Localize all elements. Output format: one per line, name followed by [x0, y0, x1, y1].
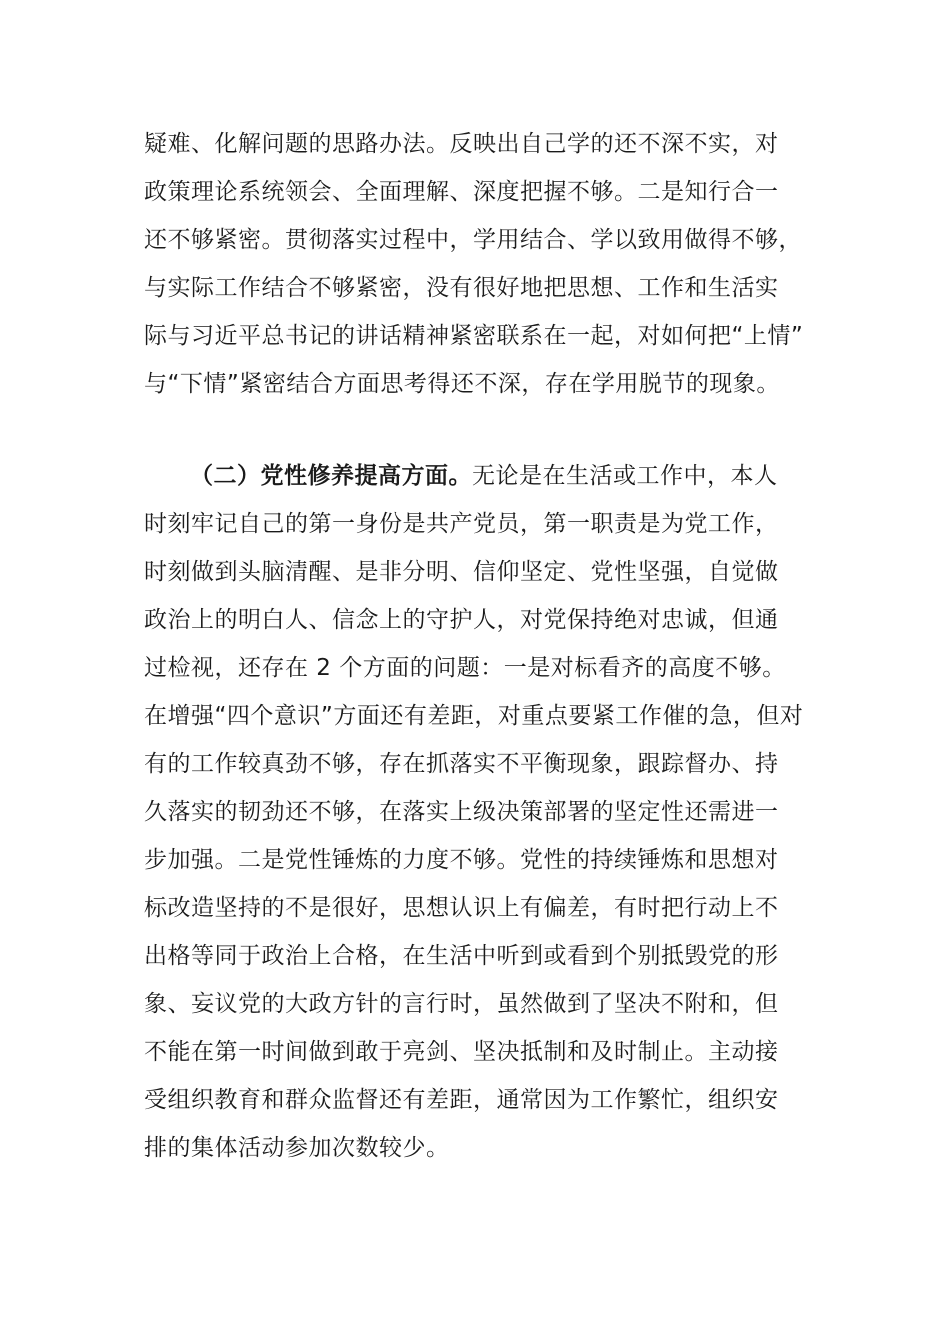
paragraph-line: 时刻牢记自己的第一身份是共产党员，第一职责是为党工作， [144, 511, 779, 537]
paragraph-line: 与实际工作结合不够紧密，没有很好地把思想、工作和生活实 [144, 275, 779, 301]
section-heading: （二）党性修养提高方面。 [190, 463, 472, 489]
paragraph-1 [144, 128, 808, 416]
paragraph-line: 政策理论系统领会、全面理解、深度把握不够。二是知行合一 [144, 179, 779, 205]
document-body [144, 128, 808, 1180]
paragraph-line: 排的集体活动参加次数较少。 [144, 1135, 450, 1161]
paragraph-line: 出格等同于政治上合格，在生活中听到或看到个别抵毁党的形 [144, 943, 779, 969]
paragraph-line: 受组织教育和群众监督还有差距，通常因为工作繁忙，组织安 [144, 1087, 779, 1113]
paragraph-line: 有的工作较真劲不够，存在抓落实不平衡现象，跟踪督办、持 [144, 751, 779, 777]
paragraph-line: 象、妄议党的大政方针的言行时，虽然做到了坚决不附和，但 [144, 991, 779, 1017]
paragraph-spacer [144, 416, 808, 460]
paragraph-line: 不能在第一时间做到敢于亮剑、坚决抵制和及时制止。主动接 [144, 1039, 779, 1065]
paragraph-line: 还不够紧密。贯彻落实过程中，学用结合、学以致用做得不够， [144, 227, 802, 253]
paragraph-first-line [144, 460, 808, 508]
paragraph-text: 无论是在生活或工作中，本人 [472, 463, 778, 489]
paragraph-line: 与“下情”紧密结合方面思考得还不深，存在学用脱节的现象。 [144, 371, 780, 397]
paragraph-line: 过检视，还存在 2 个方面的问题：一是对标看齐的高度不够。 [144, 655, 786, 681]
paragraph-line: 时刻做到头脑清醒、是非分明、信仰坚定、党性坚强，自觉做 [144, 559, 779, 585]
paragraph-line: 在增强“四个意识”方面还有差距，对重点要紧工作催的急，但对 [144, 703, 804, 729]
paragraph-line: 疑难、化解问题的思路办法。反映出自己学的还不深不实，对 [144, 131, 779, 157]
paragraph-2 [144, 460, 808, 1180]
paragraph-line: 标改造坚持的不是很好，思想认识上有偏差，有时把行动上不 [144, 895, 779, 921]
paragraph-line: 步加强。二是党性锤炼的力度不够。党性的持续锤炼和思想对 [144, 847, 779, 873]
paragraph-line: 久落实的韧劲还不够，在落实上级决策部署的坚定性还需进一 [144, 799, 779, 825]
paragraph-line: 际与习近平总书记的讲话精神紧密联系在一起，对如何把“上情” [144, 323, 804, 349]
paragraph-line: 政治上的明白人、信念上的守护人，对党保持绝对忠诚，但通 [144, 607, 779, 633]
